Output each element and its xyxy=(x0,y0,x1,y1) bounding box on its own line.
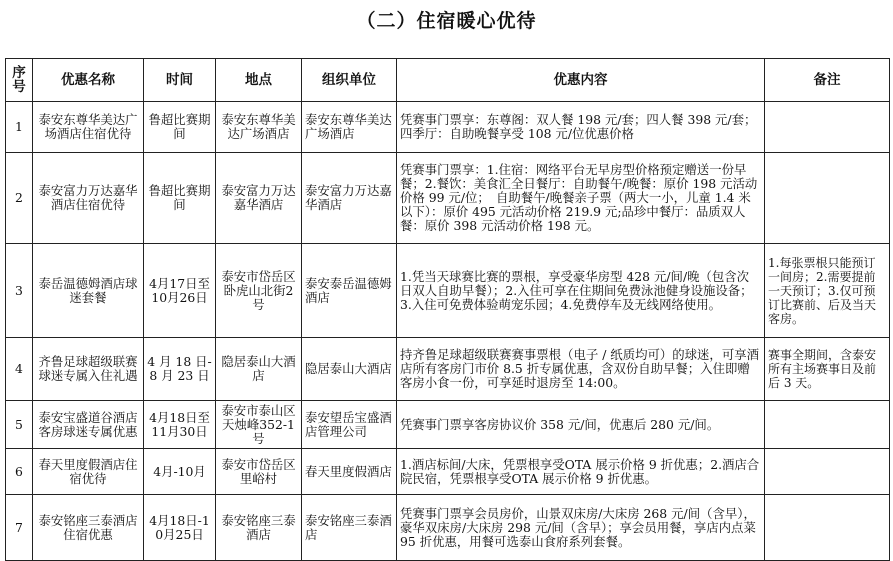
hotel-offers-table xyxy=(5,58,890,561)
table-row xyxy=(6,495,890,561)
table-header-row xyxy=(6,59,890,102)
cell-organizer: 泰安铭座三泰酒店 xyxy=(302,495,397,561)
header-organizer: 组织单位 xyxy=(302,59,397,102)
cell-organizer: 泰安富力万达嘉华酒店 xyxy=(302,153,397,244)
cell-note xyxy=(765,449,890,495)
header-content: 优惠内容 xyxy=(397,59,765,102)
header-note: 备注 xyxy=(765,59,890,102)
cell-name: 泰岳温德姆酒店球迷套餐 xyxy=(33,244,144,338)
cell-location: 泰安市泰山区天烛峰352-1号 xyxy=(216,401,302,449)
cell-seq: 5 xyxy=(6,401,33,449)
cell-seq: 1 xyxy=(6,102,33,153)
cell-organizer: 春天里度假酒店 xyxy=(302,449,397,495)
cell-note: 赛事全期间，含泰安所有主场赛事日及前后 3 天。 xyxy=(765,338,890,401)
cell-time: 鲁超比赛期间 xyxy=(144,153,216,244)
cell-time: 4月18日-10月25日 xyxy=(144,495,216,561)
cell-location: 泰安市岱岳区里峪村 xyxy=(216,449,302,495)
cell-content: 凭赛事门票享客房协议价 358 元/间，优惠后 280 元/间。 xyxy=(397,401,765,449)
cell-organizer: 泰安东尊华美达广场酒店 xyxy=(302,102,397,153)
table-row xyxy=(6,338,890,401)
cell-content: 持齐鲁足球超级联赛赛事票根（电子 / 纸质均可）的球迷，可享酒店所有客房门市价 8.5 折专属优惠，含双份自助早餐；入住即赠客房小食一份，可享延时退房至 14:00。 xyxy=(397,338,765,401)
cell-name: 齐鲁足球超级联赛球迷专属入住礼遇 xyxy=(33,338,144,401)
cell-name: 泰安富力万达嘉华酒店住宿优待 xyxy=(33,153,144,244)
table-row xyxy=(6,449,890,495)
cell-organizer: 泰安泰岳温德姆酒店 xyxy=(302,244,397,338)
cell-time: 4月18日至11月30日 xyxy=(144,401,216,449)
cell-note xyxy=(765,153,890,244)
cell-organizer: 泰安望岳宝盛酒店管理公司 xyxy=(302,401,397,449)
cell-name: 泰安东尊华美达广场酒店住宿优待 xyxy=(33,102,144,153)
cell-content: 1.凭当天球赛比赛的票根，享受豪华房型 428 元/间/晚（包含次日双人自助早餐）；2.入住可享在住期间免费泳池健身设施设备；3.入住可免费体验萌宠乐园；4.免费停车及无线网络使用。 xyxy=(397,244,765,338)
header-name: 优惠名称 xyxy=(33,59,144,102)
table-row xyxy=(6,244,890,338)
cell-location: 隐居泰山大酒店 xyxy=(216,338,302,401)
cell-location: 泰安市岱岳区卧虎山北街2号 xyxy=(216,244,302,338)
cell-organizer: 隐居泰山大酒店 xyxy=(302,338,397,401)
page-title: （二）住宿暖心优待 xyxy=(356,10,537,32)
header-location: 地点 xyxy=(216,59,302,102)
cell-content: 1.酒店标间/大床，凭票根享受OTA 展示价格 9 折优惠；2.酒店合院民宿，凭票根享受OTA 展示价格 9 折优惠。 xyxy=(397,449,765,495)
cell-name: 泰安铭座三泰酒店住宿优惠 xyxy=(33,495,144,561)
cell-time: 4月17日至10月26日 xyxy=(144,244,216,338)
header-seq: 序号 xyxy=(6,59,33,102)
cell-name: 泰安宝盛道谷酒店客房球迷专属优惠 xyxy=(33,401,144,449)
cell-content: 凭赛事门票享会员房价，山景双床房/大床房 268 元/间（含早），豪华双床房/大床房 298 元/间（含早）；享会员用餐，享店内点菜 95 折优惠，用餐可选泰山食府系列套餐。 xyxy=(397,495,765,561)
cell-seq: 3 xyxy=(6,244,33,338)
cell-note xyxy=(765,401,890,449)
cell-note xyxy=(765,102,890,153)
cell-content: 凭赛事门票享：东尊阁：双人餐 198 元/套；四人餐 398 元/套；四季厅：自助晚餐享受 108 元/位优惠价格 xyxy=(397,102,765,153)
cell-seq: 2 xyxy=(6,153,33,244)
cell-note: 1.每张票根只能预订一间房；2.需要提前一天预订；3.仅可预订比赛前、后及当天客房。 xyxy=(765,244,890,338)
header-time: 时间 xyxy=(144,59,216,102)
cell-location: 泰安东尊华美达广场酒店 xyxy=(216,102,302,153)
cell-seq: 4 xyxy=(6,338,33,401)
cell-time: 鲁超比赛期间 xyxy=(144,102,216,153)
cell-time: 4月-10月 xyxy=(144,449,216,495)
cell-time: 4 月 18 日-8 月 23 日 xyxy=(144,338,216,401)
cell-content: 凭赛事门票享：1.住宿：网络平台无早房型价格预定赠送一份早餐；2.餐饮：美食汇全日餐厅：自助餐午/晚餐：原价 198 元活动价格 99 元/位； 自助餐午/晚餐亲子票（两大一小，儿童 1.4 米以下）：原价 495 元活动价格 219.9 元;品珍中餐厅：品质双人餐：原价 398 元活动价格 198 元。 xyxy=(397,153,765,244)
cell-note xyxy=(765,495,890,561)
cell-seq: 6 xyxy=(6,449,33,495)
cell-location: 泰安铭座三泰酒店 xyxy=(216,495,302,561)
cell-seq: 7 xyxy=(6,495,33,561)
table-row xyxy=(6,153,890,244)
cell-name: 春天里度假酒店住宿优待 xyxy=(33,449,144,495)
table-row xyxy=(6,102,890,153)
cell-location: 泰安富力万达嘉华酒店 xyxy=(216,153,302,244)
table-row xyxy=(6,401,890,449)
